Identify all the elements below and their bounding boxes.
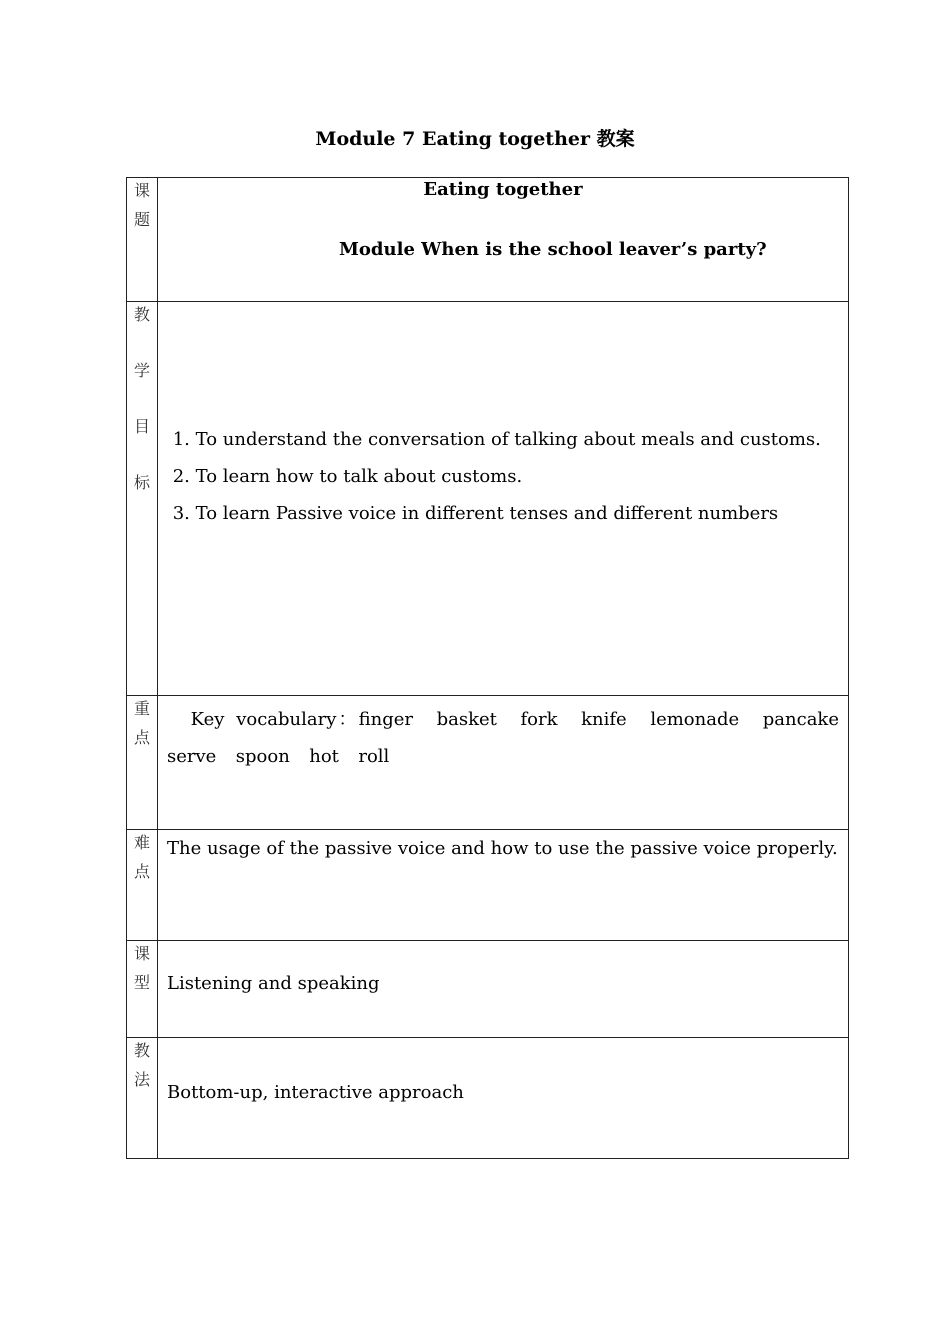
- label-char: 教: [133, 1041, 150, 1060]
- lesson-type-text: Listening and speaking: [167, 973, 380, 994]
- method-text: Bottom-up, interactive approach: [167, 1082, 464, 1103]
- row-difficulties: [127, 830, 849, 941]
- label-char: 型: [133, 973, 150, 992]
- objectives-cell: [158, 302, 849, 696]
- row-key-points: [127, 696, 849, 830]
- row-objectives: [127, 302, 849, 696]
- label-char: 点: [133, 728, 150, 747]
- key-points-cell: [158, 696, 849, 830]
- label-difficulties: [127, 830, 158, 941]
- label-char: 教: [133, 305, 150, 324]
- objective-item: 2. To learn how to talk about customs.: [167, 466, 523, 487]
- row-lesson-type: [127, 941, 849, 1038]
- lesson-plan-table: [126, 177, 849, 1159]
- key-vocabulary-text: Key vocabulary：finger basket fork knife lemonade pancake serve spoon hot roll: [167, 709, 849, 767]
- lesson-type-cell: [158, 941, 849, 1038]
- label-key-points: [127, 696, 158, 830]
- topic-cell: [158, 178, 849, 302]
- label-char: 题: [133, 210, 150, 229]
- label-char: 法: [133, 1070, 150, 1089]
- label-char: 课: [133, 181, 150, 200]
- topic-title: Eating together: [423, 179, 583, 200]
- label-char: 学: [133, 361, 150, 380]
- label-char: 目: [133, 417, 150, 436]
- row-topic: [127, 178, 849, 302]
- difficulties-cell: [158, 830, 849, 941]
- topic-subtitle: Module When is the school leaver’s party?: [339, 239, 767, 260]
- page-title: Module 7 Eating together 教案: [315, 128, 635, 150]
- label-topic: [127, 178, 158, 302]
- objective-item: 1. To understand the conversation of talking about meals and customs.: [167, 429, 821, 450]
- difficulties-text: The usage of the passive voice and how to use the passive voice properly.: [167, 838, 838, 859]
- label-char: 标: [133, 473, 150, 492]
- label-char: 点: [133, 862, 150, 881]
- label-char: 课: [133, 944, 150, 963]
- objective-item: 3. To learn Passive voice in different tenses and different numbers: [167, 503, 779, 524]
- label-lesson-type: [127, 941, 158, 1038]
- label-char: 重: [133, 699, 150, 718]
- row-method: [127, 1038, 849, 1159]
- label-method: [127, 1038, 158, 1159]
- method-cell: [158, 1038, 849, 1159]
- label-objectives: [127, 302, 158, 696]
- label-char: 难: [133, 833, 150, 852]
